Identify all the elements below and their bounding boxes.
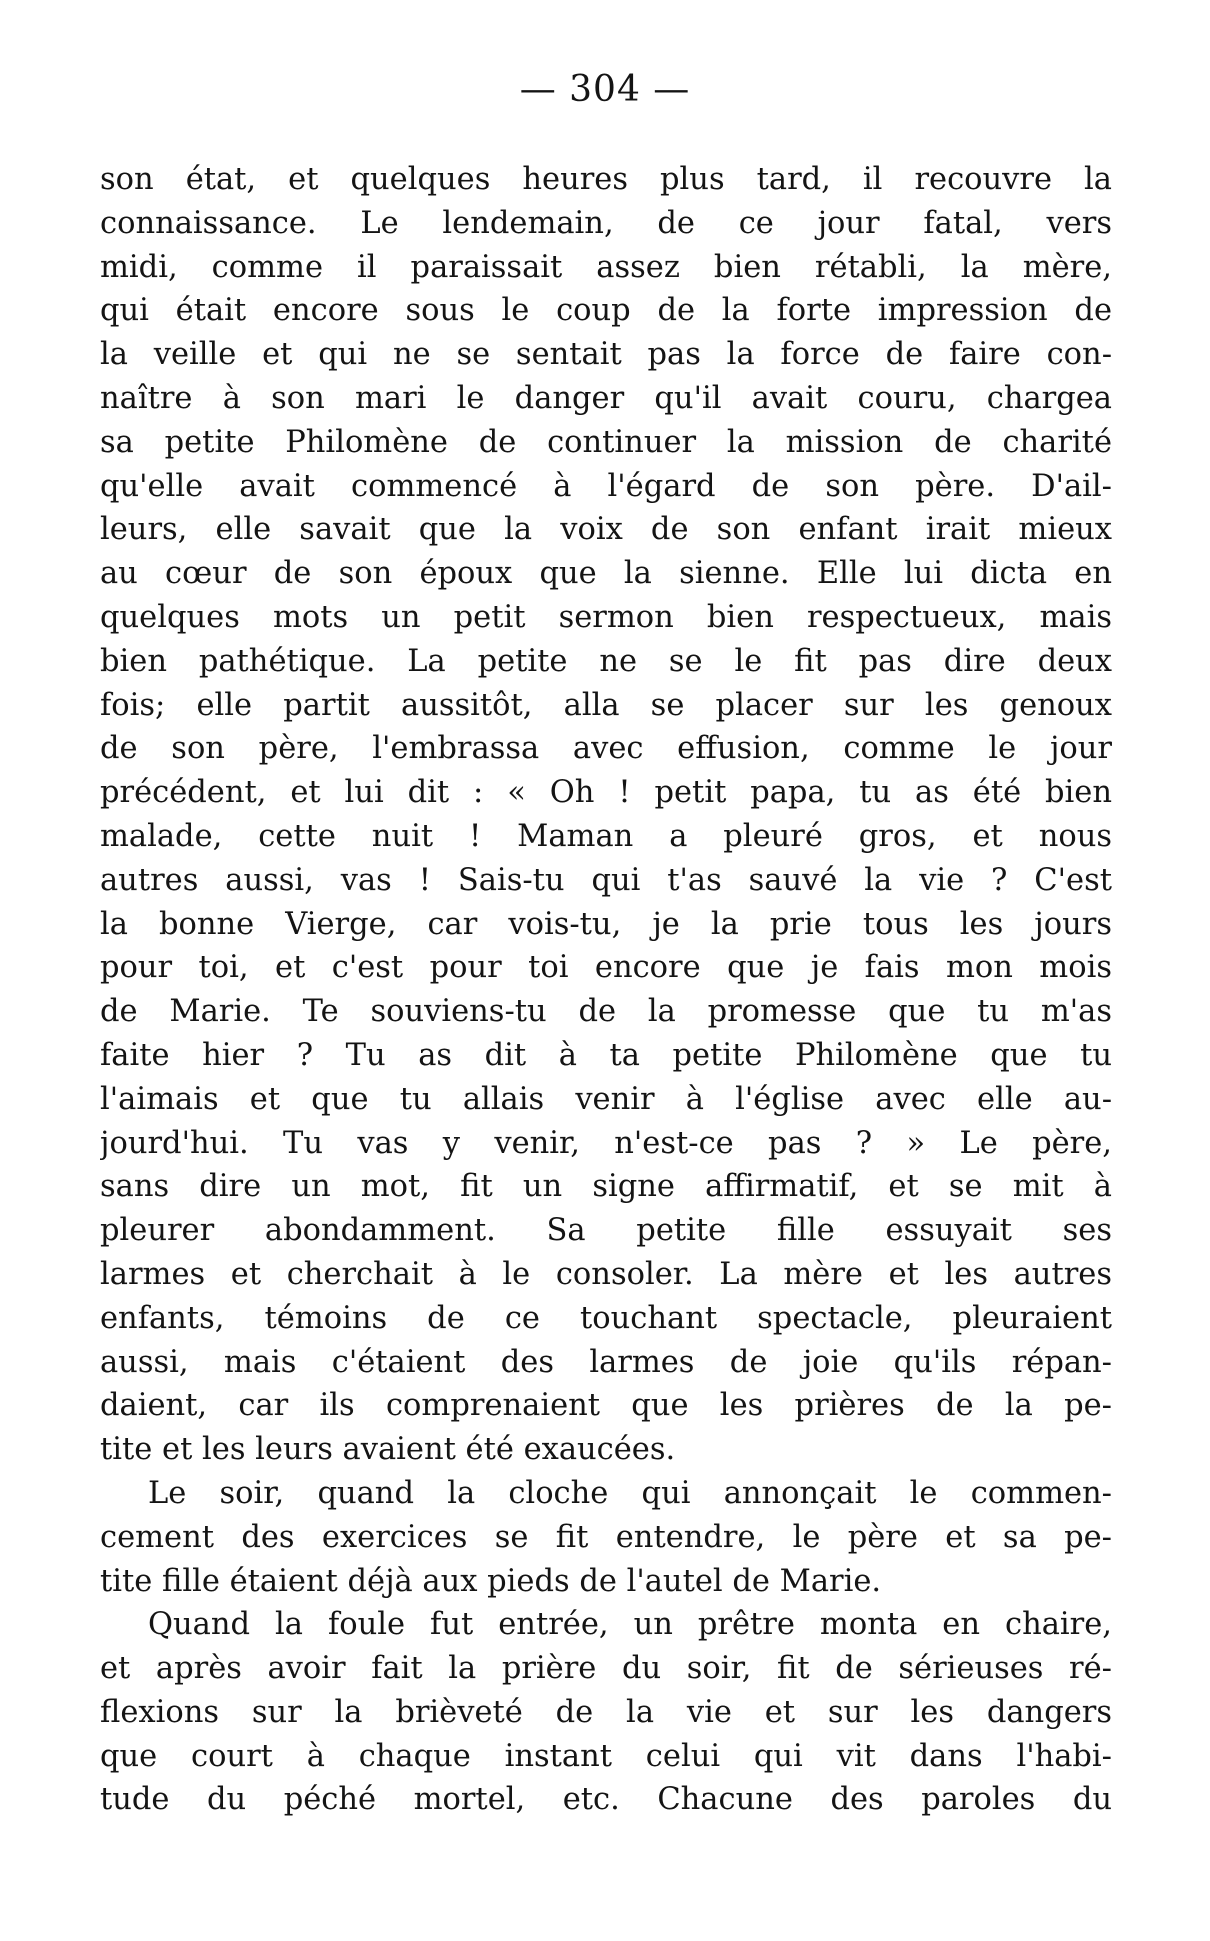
text-line: connaissance. Le lendemain, de ce jour fatal, vers	[100, 205, 1112, 241]
text-line: autres aussi, vas ! Sais-tu qui t'as sauvé la vie ? C'est	[100, 862, 1112, 898]
text-line: pleurer abondamment. Sa petite fille essuyait ses	[100, 1213, 1112, 1249]
text-line: faite hier ? Tu as dit à ta petite Philomène que tu	[100, 1037, 1112, 1073]
text-line: pour toi, et c'est pour toi encore que je fais mon mois	[100, 950, 1112, 986]
text-line: jourd'hui. Tu vas y venir, n'est-ce pas ? » Le père,	[100, 1125, 1112, 1161]
text-line: l'aimais et que tu allais venir à l'église avec elle au-	[100, 1081, 1112, 1117]
text-line: leurs, elle savait que la voix de son enfant irait mieux	[100, 512, 1112, 548]
text-line: quelques mots un petit sermon bien respectueux, mais	[100, 599, 1112, 635]
page-text	[100, 158, 1112, 1822]
text-line: son état, et quelques heures plus tard, il recouvre la	[100, 162, 1112, 197]
text-line: au cœur de son époux que la sienne. Elle lui dicta en	[100, 556, 1112, 592]
text-line: bien pathétique. La petite ne se le fit pas dire deux	[100, 643, 1112, 679]
text-line: malade, cette nuit ! Maman a pleuré gros, et nous	[100, 818, 1112, 854]
text-line: enfants, témoins de ce touchant spectacle, pleuraient	[100, 1300, 1112, 1336]
text-line: qu'elle avait commencé à l'égard de son père. D'ail-	[100, 468, 1112, 504]
text-line: aussi, mais c'étaient des larmes de joie qu'ils répan-	[100, 1344, 1112, 1380]
text-line: précédent, et lui dit : « Oh ! petit papa, tu as été bien	[100, 775, 1112, 811]
text-line: tite fille étaient déjà aux pieds de l'autel de Marie.	[100, 1563, 882, 1599]
text-line: que court à chaque instant celui qui vit dans l'habi-	[100, 1738, 1112, 1774]
text-line: midi, comme il paraissait assez bien rétabli, la mère,	[100, 249, 1112, 285]
text-line: daient, car ils comprenaient que les prières de la pe-	[100, 1388, 1112, 1424]
page-number: — 304 —	[519, 69, 691, 110]
text-line: de Marie. Te souviens-tu de la promesse que tu m'as	[100, 994, 1112, 1030]
text-line: de son père, l'embrassa avec effusion, comme le jour	[100, 731, 1112, 767]
text-line: tite et les leurs avaient été exaucées.	[100, 1432, 676, 1468]
text-line: et après avoir fait la prière du soir, fit de sérieuses ré-	[100, 1651, 1112, 1687]
text-line: fois; elle partit aussitôt, alla se placer sur les genoux	[100, 687, 1112, 723]
text-line: la veille et qui ne se sentait pas la force de faire con-	[100, 337, 1112, 373]
text-line: flexions sur la brièveté de la vie et sur les dangers	[100, 1694, 1112, 1730]
text-line: la bonne Vierge, car vois-tu, je la prie tous les jours	[100, 906, 1112, 942]
text-line: sa petite Philomène de continuer la mission de charité	[100, 424, 1112, 460]
text-line: larmes et cherchait à le consoler. La mère et les autres	[100, 1256, 1112, 1292]
text-line: Le soir, quand la cloche qui annonçait le commen-	[148, 1475, 1112, 1511]
text-line: naître à son mari le danger qu'il avait couru, chargea	[100, 380, 1112, 416]
text-line: tude du péché mortel, etc. Chacune des paroles du	[100, 1782, 1112, 1818]
text-line: cement des exercices se fit entendre, le père et sa pe-	[100, 1519, 1112, 1555]
text-line: qui était encore sous le coup de la forte impression de	[100, 293, 1112, 329]
text-line: sans dire un mot, fit un signe affirmatif, et se mit à	[100, 1169, 1112, 1205]
text-line: Quand la foule fut entrée, un prêtre monta en chaire,	[148, 1607, 1112, 1643]
